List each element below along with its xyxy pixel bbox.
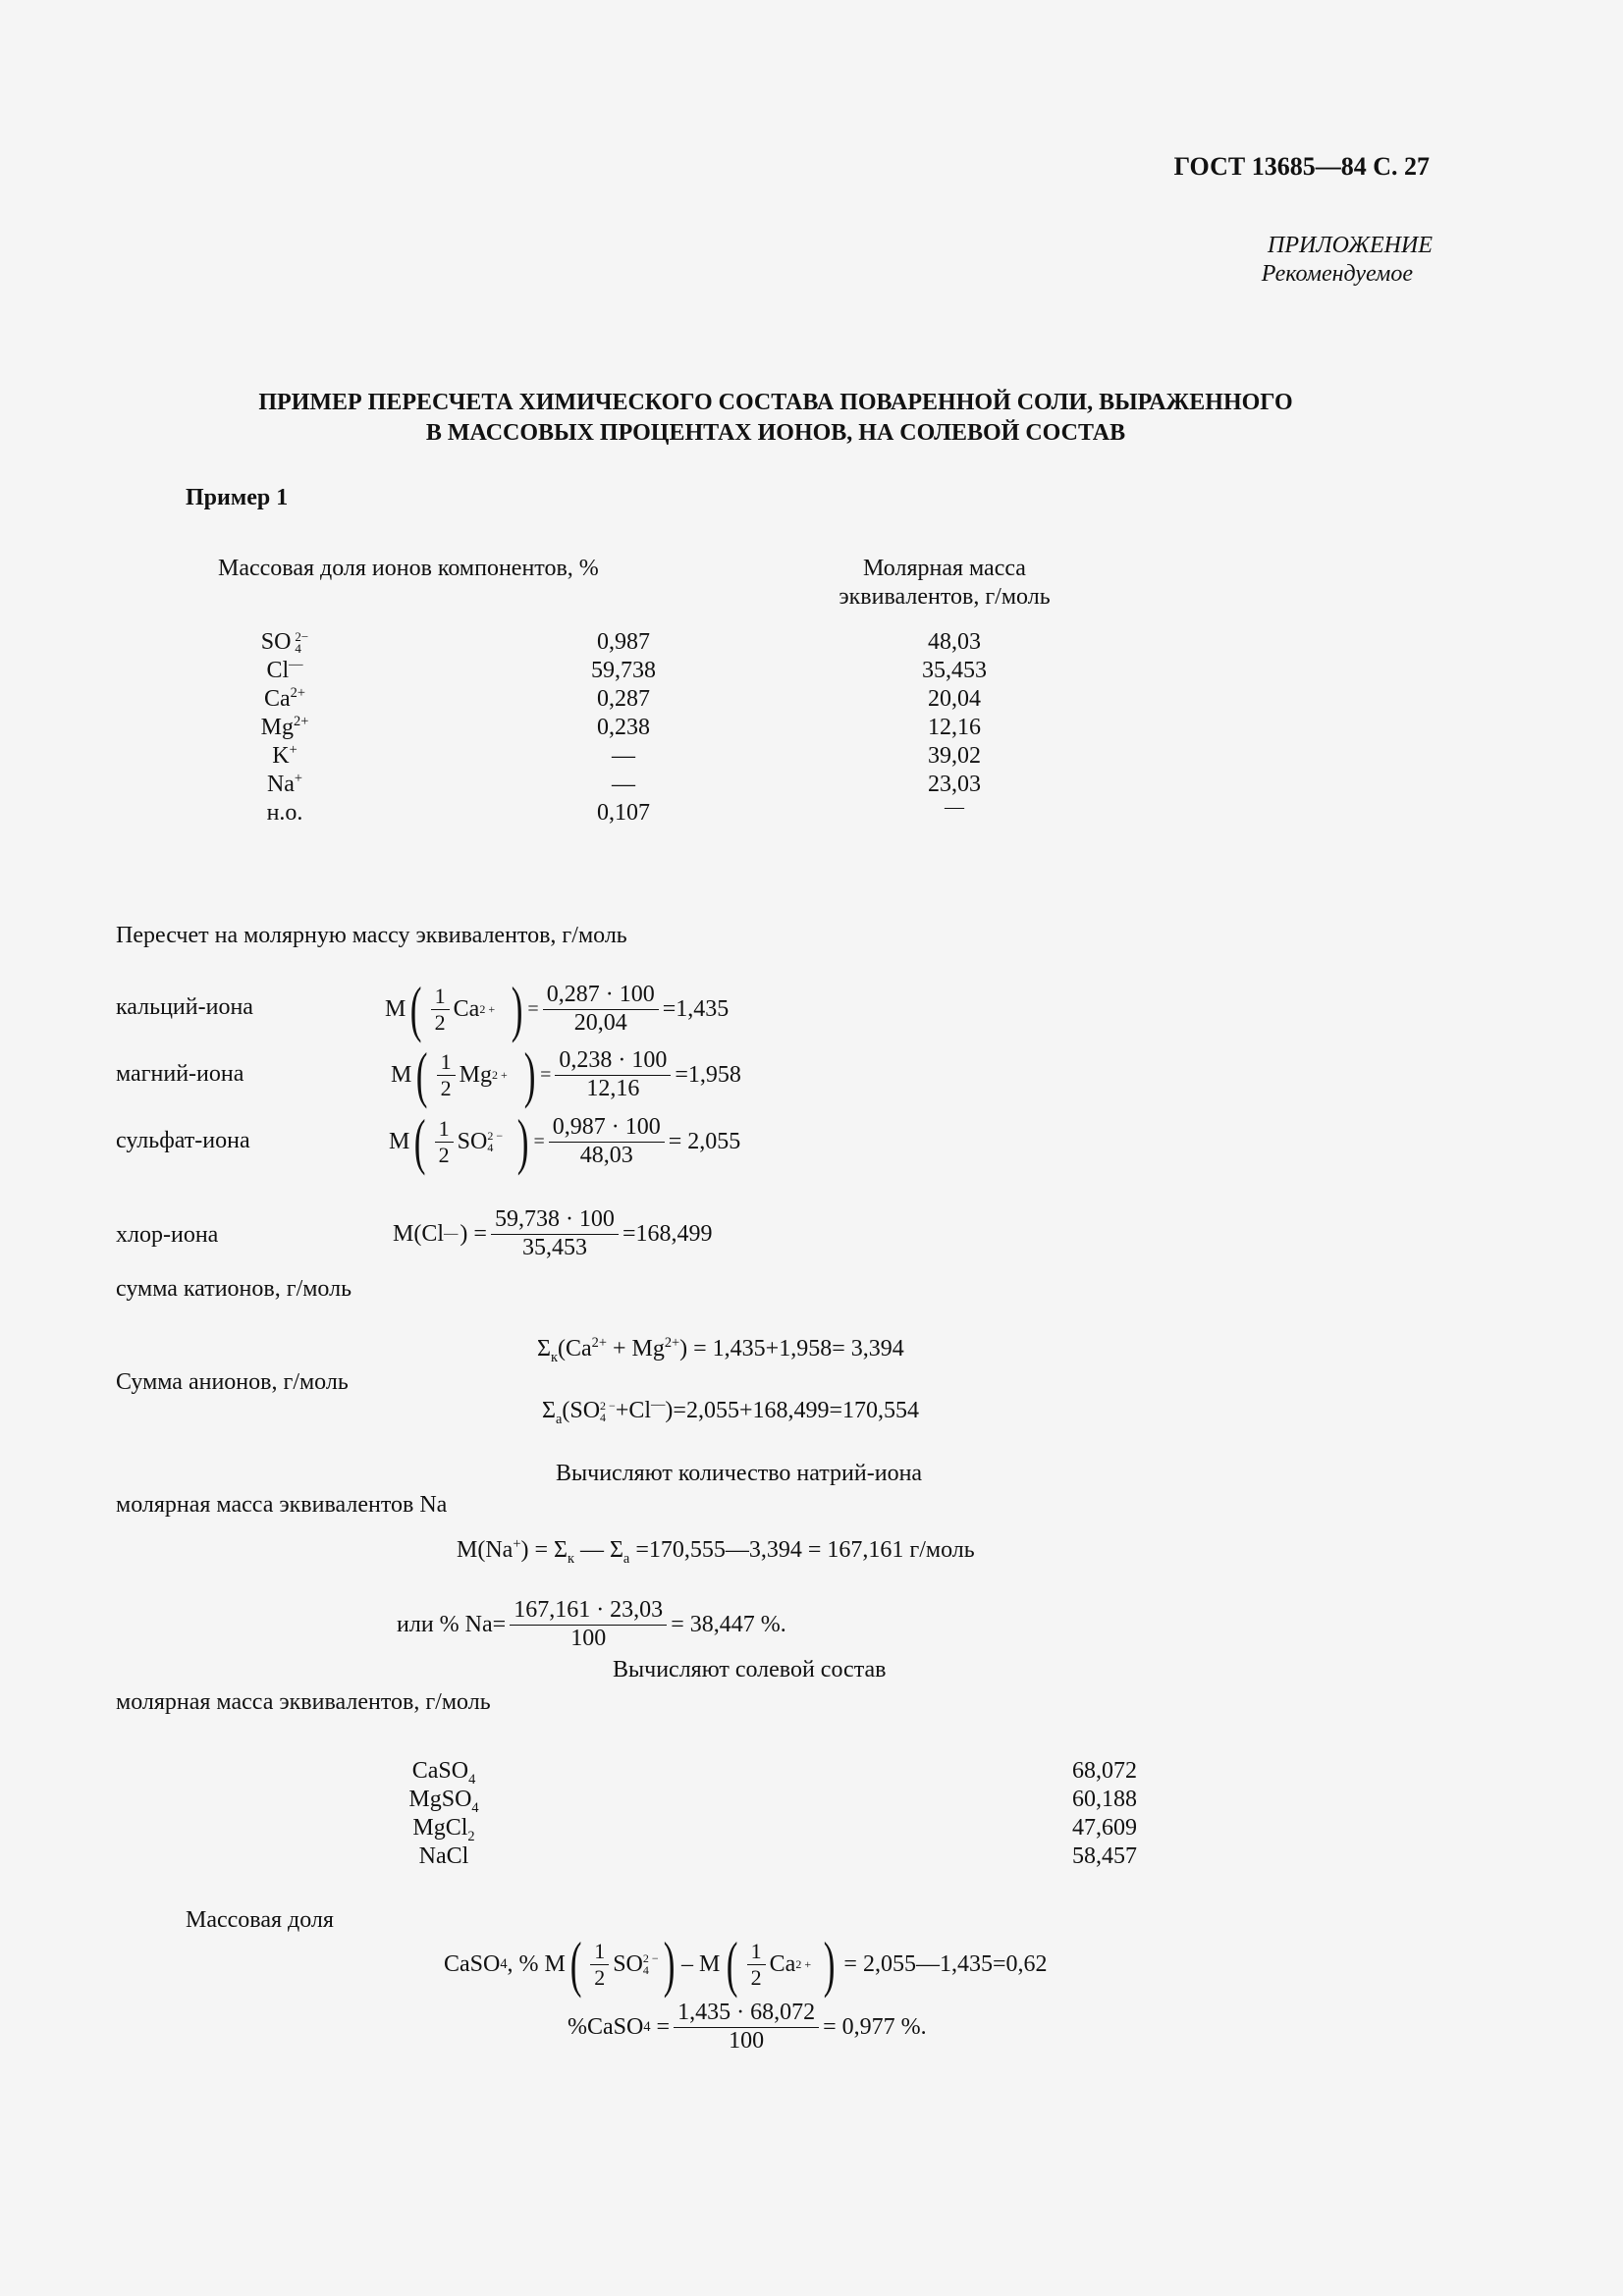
ion-table-header-molar-2: эквивалентов, г/моль — [839, 584, 1051, 610]
sulfate-label: сульфат-иона — [116, 1128, 250, 1153]
salts-label: молярная масса эквивалентов, г/моль — [116, 1689, 491, 1715]
ion-fraction: 0,107 — [597, 800, 650, 826]
ion-name: SO 2− 4 — [260, 629, 309, 657]
ion-fraction: — — [612, 772, 635, 797]
recalc-heading: Пересчет на молярную массу эквивалентов, г/моль — [116, 923, 627, 948]
anions-sum-formula: $\Sigma_а(SO$ 2 − 4 +Cl—)=2,055+168,499=170,554 — [542, 1397, 920, 1427]
salt-name: MgCl$_2$ — [412, 1815, 475, 1844]
sodium-heading: Вычисляют количество натрий-иона — [556, 1461, 923, 1486]
appendix-status: Рекомендуемое — [1261, 261, 1413, 287]
title-line-1: ПРИМЕР ПЕРЕСЧЕТА ХИМИЧЕСКОГО СОСТАВА ПОВАРЕННОЙ СОЛИ, ВЫРАЖЕННОГО — [258, 390, 1293, 415]
chloride-formula: M(Cl — ) = $\frac{59,738 \cdot 100}{35,453}$ =168,499 — [393, 1205, 713, 1260]
chloride-label: хлор-иона — [116, 1222, 219, 1248]
salt-value: 68,072 — [1072, 1758, 1137, 1784]
cations-sum-label: сумма катионов, г/моль — [116, 1276, 352, 1302]
ion-molar-mass: 48,03 — [928, 629, 981, 655]
magnesium-formula: M ( $\frac{1}{2}$ Mg 2 + ) = $\frac{0,238 \cdot 100}{12,16}$ =1,958 — [391, 1040, 741, 1110]
ion-name: Na+ — [266, 771, 303, 797]
salts-heading: Вычисляют солевой состав — [613, 1657, 887, 1682]
salt-name: MgSO$_4$ — [408, 1787, 479, 1816]
title-line-2: В МАССОВЫХ ПРОЦЕНТАХ ИОНОВ, НА СОЛЕВОЙ СОСТАВ — [425, 420, 1126, 446]
ion-fraction: 59,738 — [591, 658, 656, 683]
appendix-label: ПРИЛОЖЕНИЕ — [1268, 233, 1433, 258]
magnesium-label: магний-иона — [116, 1061, 244, 1087]
salt-value: 58,457 — [1072, 1843, 1137, 1869]
doc-reference: ГОСТ 13685—84 С. 27 — [1173, 152, 1430, 181]
salt-name: NaCl — [418, 1843, 469, 1869]
ion-name: $Ca^{2+}$ — [264, 685, 305, 712]
sulfate-formula: M ( $\frac{1}{2}$ SO 2 − 4 ) = $\frac{0,987 \cdot 100}{48,03}$ = 2,055 — [389, 1106, 741, 1177]
salt-value: 47,609 — [1072, 1815, 1137, 1841]
mass-fraction-label: Массовая доля — [186, 1907, 334, 1933]
mass-fraction-formula-2: %CaSO 4 = $\frac{1,435 \cdot 68,072}{100}$ = 0,977 %. — [568, 1999, 927, 2054]
sodium-formula: $M(Na^+) = \Sigma_к$ — $\Sigma_а$ =170,555—3,394 = 167,161 г/моль — [457, 1536, 975, 1567]
ion-name: $Mg^{2+}$ — [260, 714, 309, 740]
sodium-percent-formula: или % Na= $\frac{167,161 \cdot 23,03}{100}$ = 38,447 %. — [397, 1596, 786, 1651]
ion-table-header-molar-1: Молярная масса — [863, 556, 1026, 581]
ion-fraction: 0,287 — [597, 686, 650, 712]
ion-name: Cl— — [266, 657, 303, 683]
cations-sum-formula: $\Sigma_к(Ca^{2+} + Mg^{2+}) = 1,435+1,958= 3,394$ — [537, 1335, 904, 1365]
ion-fraction: — — [612, 743, 635, 769]
sodium-label: молярная масса эквивалентов Na — [116, 1492, 448, 1518]
ion-fraction: 0,238 — [597, 715, 650, 740]
ion-molar-mass: 12,16 — [928, 715, 981, 740]
calcium-label: кальций-иона — [116, 994, 253, 1020]
anions-sum-label: Сумма анионов, г/моль — [116, 1369, 349, 1395]
salt-name: CaSO$_4$ — [411, 1758, 476, 1788]
ion-molar-mass: 39,02 — [928, 743, 981, 769]
ion-name: н.о. — [266, 800, 303, 826]
salt-value: 60,188 — [1072, 1787, 1137, 1812]
ion-molar-mass: — — [945, 796, 964, 818]
calcium-formula: M ( $\frac{1}{2}$ Ca 2 + ) = $\frac{0,287 \cdot 100}{20,04}$ =1,435 — [385, 974, 730, 1044]
ion-molar-mass: 20,04 — [928, 686, 981, 712]
ion-molar-mass: 35,453 — [922, 658, 987, 683]
ion-fraction: 0,987 — [597, 629, 650, 655]
example-label: Пример 1 — [186, 485, 289, 510]
ion-molar-mass: 23,03 — [928, 772, 981, 797]
ion-table-header-fraction: Массовая доля ионов компонентов, % — [218, 556, 599, 581]
mass-fraction-formula-1: CaSO 4 , % M ( $\frac{1}{2}$ SO 2 − 4 ) – M ( $\frac{1}{2}$ Ca 2 + ) = 2,055—1,435=0,62 — [444, 1929, 1048, 2000]
ion-name: K+ — [272, 742, 298, 769]
